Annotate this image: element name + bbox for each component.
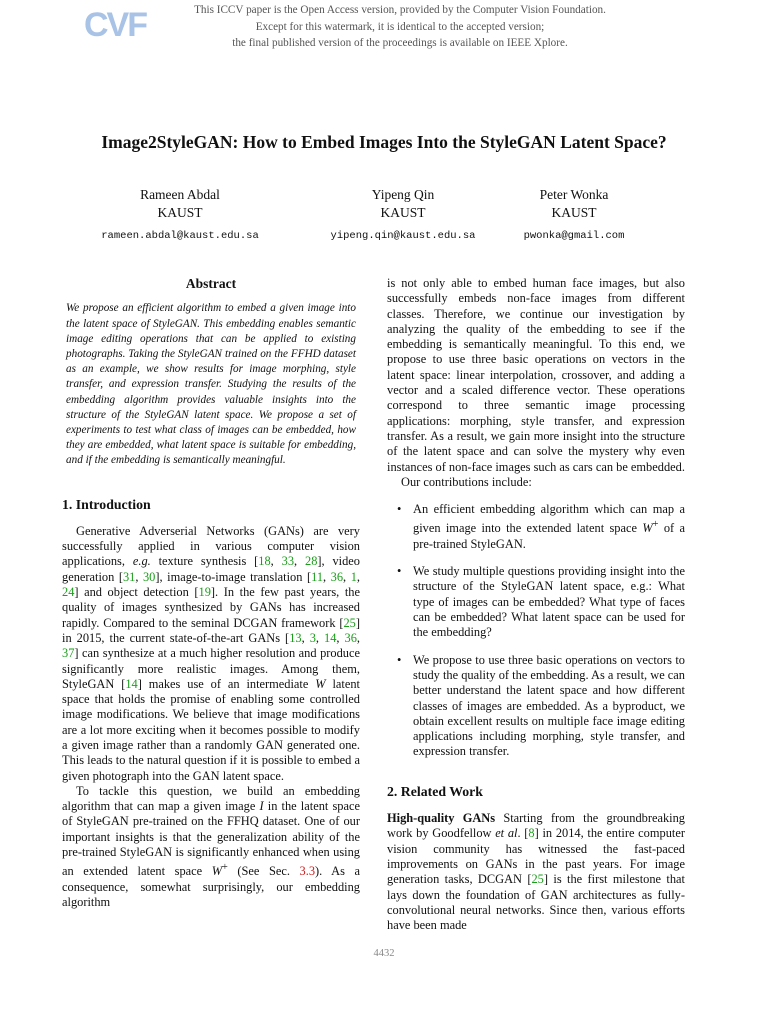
text-run: Generative Adverserial Networks (GANs) are very successfully applied in various computer vision applications, — [62, 523, 360, 569]
citation-link[interactable]: 30 — [142, 569, 156, 584]
author-affiliation: KAUST — [380, 205, 426, 220]
bullet-icon: • — [397, 564, 402, 579]
citation-link[interactable]: 36 — [344, 630, 357, 645]
citation-link[interactable]: 11 — [311, 569, 324, 584]
text-run: (See Sec. — [227, 864, 300, 879]
math-superscript: + — [652, 519, 659, 531]
intro-paragraph — [62, 524, 360, 784]
author-block — [308, 186, 498, 245]
author-name: Rameen Abdal — [140, 187, 220, 202]
list-item — [387, 653, 685, 760]
cvf-logo: CVF — [84, 6, 146, 44]
bullet-icon: • — [397, 652, 402, 667]
citation-link[interactable]: 31 — [122, 569, 136, 584]
text-run: of a pre-trained StyleGAN. — [413, 521, 685, 551]
math-symbol: W — [315, 676, 326, 691]
citation-link[interactable]: 18 — [258, 554, 271, 569]
math-symbol: I — [259, 799, 264, 814]
section-heading-related-work: 2. Related Work — [387, 783, 483, 799]
math-symbol: W — [211, 864, 223, 879]
text-run: We propose to use three basic operations on vectors to study the quality of the embedding. As a result, we can better understand the latent space and how different classes of images are embedded. As a byproduct, we obtain excellent results on multiple face image editing applications including morphing, style transfer, and expression transfer. — [413, 652, 685, 759]
text-run: et al — [495, 826, 518, 841]
text-run: , — [301, 630, 310, 645]
text-run: ] can synthesize at a much higher resolution and produce significantly more realistic images. Among them, StyleGAN [ — [62, 646, 360, 691]
list-item — [387, 502, 685, 552]
text-run: To tackle this question, we build an embedding algorithm that can map a given image — [62, 783, 360, 814]
citation-link[interactable]: 19 — [198, 585, 211, 600]
intro-paragraph — [62, 784, 360, 911]
text-run: , — [135, 569, 143, 584]
author-affiliation: KAUST — [551, 205, 597, 220]
text-run: Starting from the groundbreaking work by Goodfellow — [387, 811, 685, 841]
citation-link[interactable]: 28 — [305, 554, 318, 569]
author-email: rameen.abdal@kaust.edu.sa — [101, 230, 259, 242]
text-run: texture synthesis [ — [150, 554, 259, 569]
text-run: in the latent space of StyleGAN pre-trained on the FFHQ dataset. One of our important insights is that the generalization ability of the pre-trained StyleGAN is significantly enhanced when using an extended latent space — [62, 799, 360, 879]
text-run: , — [270, 554, 282, 569]
text-run: , — [323, 569, 331, 584]
contributions-list — [387, 502, 685, 760]
citation-link[interactable]: 14 — [125, 676, 138, 691]
paper-title: Image2StyleGAN: How to Embed Images Into the StyleGAN Latent Space? — [101, 132, 667, 152]
text-run: ] makes use of an intermediate — [137, 676, 316, 691]
citation-link[interactable]: 13 — [289, 630, 302, 645]
contributions-intro: Our contributions include: — [401, 474, 532, 489]
text-run: . [ — [517, 826, 529, 841]
citation-link[interactable]: 24 — [62, 585, 75, 600]
citation-link[interactable]: 1 — [350, 569, 357, 584]
citation-link[interactable]: 8 — [528, 826, 535, 841]
text-run: , — [315, 630, 324, 645]
text-run: ] in 2014, the entire computer vision community has witnessed the fast-paced improvements on GANs in the past years. For image generation tasks, DCGAN [ — [387, 826, 685, 887]
text-run: , — [336, 630, 345, 645]
text-run: ], video generation [ — [62, 554, 361, 584]
text-run: , — [356, 569, 360, 584]
text-run: , — [294, 554, 305, 569]
bullet-icon: • — [397, 502, 402, 517]
author-email: pwonka@gmail.com — [523, 230, 625, 242]
math-symbol: W — [642, 521, 653, 536]
open-access-watermark — [150, 2, 650, 52]
text-run: , — [343, 569, 351, 584]
text-run: ]. In the few past years, the quality of images synthesized by GANs has increased rapidly. Compared to the seminal DCGAN framework [ — [62, 585, 360, 630]
text-run: e.g. — [132, 554, 151, 569]
text-run: We study multiple questions providing insight into the structure of the StyleGAN latent space, e.g.: What type of images can be embedded? What type of faces can be embedded? What latent space can be used for the embedding? — [413, 564, 685, 640]
text-run: An efficient embedding algorithm which can map a given image into the extended latent space — [413, 502, 685, 536]
author-name: Peter Wonka — [539, 187, 609, 202]
text-run: ] in 2015, the current state-of-the-art GANs [ — [62, 615, 360, 645]
related-work-paragraph — [387, 811, 685, 933]
author-email: yipeng.qin@kaust.edu.sa — [330, 230, 476, 242]
citation-link[interactable]: 36 — [330, 569, 344, 584]
citation-link[interactable]: 14 — [324, 630, 337, 645]
section-reference-link[interactable]: 3.3 — [299, 864, 316, 879]
intro-continued-paragraph: is not only able to embed human face images, but also successfully embeds non-face images from different classes. Therefore, we continue our investigation by analyzing the quality of the embedding to see if the embedding is semantically meaningful. To this end, we propose to use three basic operations on vectors in the latent space: linear interpolation, crossover, and adding a vector and a scaled difference vector. These operations correspond to three semantic image processing applications: morphing, style transfer, and expression transfer. As a result, we gain more insight into the structure of the latent space and can solve the mystery why even instances of non-face images such as cars can be embedded. — [387, 276, 685, 474]
author-affiliation: KAUST — [157, 205, 203, 220]
citation-link[interactable]: 37 — [62, 646, 75, 661]
math-superscript: + — [222, 862, 228, 874]
abstract-heading: Abstract — [185, 276, 237, 291]
list-item — [387, 564, 685, 640]
right-column — [387, 276, 685, 933]
text-run: ] is the first milestone that lays down the foundation of GAN architectures as fully-convolutional neural networks. Since then, various efforts have been made — [387, 872, 685, 933]
author-block — [100, 186, 260, 245]
citation-link[interactable]: 33 — [281, 554, 295, 569]
watermark-line: Except for this watermark, it is identical to the accepted version; — [255, 20, 545, 33]
author-name: Yipeng Qin — [371, 187, 435, 202]
left-column — [62, 276, 360, 910]
text-run: ). As a consequence, somewhat surprisingly, our embedding algorithm — [62, 864, 360, 910]
page-number: 4432 — [373, 948, 395, 959]
citation-link[interactable]: 25 — [343, 615, 356, 630]
text-run: latent space that holds the promise of enabling some controlled image modifications. We believe that image modifications are a lot more exciting when it becomes possible to modify a given image rather than a randomly GAN generated one. This leads to the natural question if it is possible to embed a given photograph into the GAN latent space. — [62, 676, 360, 783]
citation-link[interactable]: 3 — [309, 630, 316, 645]
paragraph-run-head: High-quality GANs — [387, 811, 496, 826]
text-run: ], image-to-image translation [ — [155, 569, 312, 584]
section-heading-introduction: 1. Introduction — [62, 496, 151, 512]
text-run: , — [356, 630, 360, 645]
watermark-line: the final published version of the proceedings is available on IEEE Xplore. — [232, 37, 568, 49]
abstract-text: We propose an efficient algorithm to embed a given image into the latent space of StyleGAN. This embedding enables semantic image editing operations that can be applied to existing photographs. Taking the StyleGAN trained on the FFHD dataset as an example, we show results for image morphing, style transfer, and expression transfer. Studying the results of the embedding algorithm provides valuable insights into the structure of the StyleGAN latent space. We propose a set of experiments to test what class of images can be embedded, how they are embedded, what latent space is suitable for embedding, and if the embedding is semantically meaningful. — [66, 302, 356, 467]
author-block — [500, 186, 648, 245]
citation-link[interactable]: 25 — [531, 872, 544, 887]
text-run: ] and object detection [ — [74, 585, 199, 600]
watermark-line: This ICCV paper is the Open Access version, provided by the Computer Vision Foundation. — [194, 4, 606, 16]
